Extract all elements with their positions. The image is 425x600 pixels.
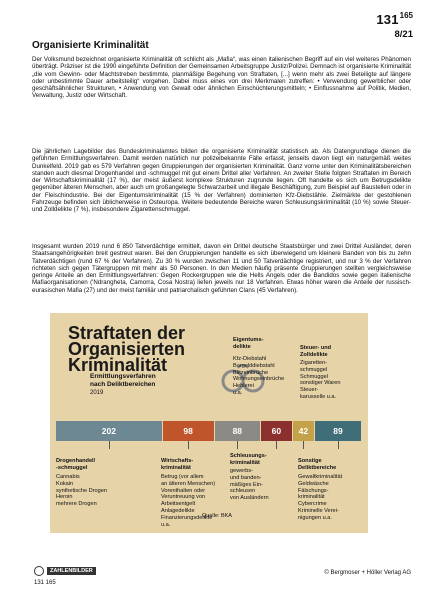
sheet-number: 131 — [376, 12, 399, 27]
column-items-eigentum: Kfz-Diebstahl Bargelddiebstahl Blitzeinbrüche Wohnungseinbrüche Hehlerei u.a. — [233, 356, 285, 396]
graphic-title: Straftaten der Organisierten Kriminalität — [68, 323, 186, 375]
column-head-drogen: Drogenhandel/ -schmuggel — [56, 458, 96, 471]
bar-segment: 89 — [315, 421, 361, 441]
paragraph-definition: Der Volksmund bezeichnet organisierte Kriminalität oft schlicht als „Mafia“, was einen italienischen Begriff auf ein viel weiteres Phänomen überträgt. Präziser ist die 1990 eingeführte Definition der Gemeinsamen Arbeitsgruppe Justiz/Polizei. Demnach ist organisierte Kriminalität „die vom Gewinn- oder Machtstreben bestimmte, planmäßige Begehung von Straftaten, [...] wenn mehr als zwei Beteiligte auf längere oder unbestimmte Dauer arbeitsteilig“ vorgehen. Dabei muss eines von drei Merkmalen zutreffen: • Verwendung gewerblicher oder geschäftsähnlicher Strukturen, • Anwendung von Gewalt oder ähnlichen Einschüchterungsmitteln; • Einflussnahme auf Politik, Medien, Verwaltung, Justiz oder Wirtschaft. — [32, 56, 411, 100]
paragraph-statistics: Die jährlichen Lagebilder des Bundeskriminalamtes bilden die organisierte Kriminalität statistisch ab. Als Datengrundlage dienen die geführten Ermittlungsverfahren. Damit werden natürlich nur polizeibekannte Fälle erfasst, jenseits davon liegt ein naturgemäß weites Dunkelfeld. 2019 gab es 579 Verfahren gegen Gruppierungen der organisierten Kriminalität. Ganz vorne unter den Kriminalitätsbereichen standen auch diesmal Drogenhandel und -schmuggel mit gut einem Drittel aller Verfahren. An zweiter Stelle folgten Straftaten im Bereich der Wirtschaftskriminalität (17 %), der meist äußerst komplexe Strukturen zugrunde liegen. Oft handelte es sich um Betrugsdelikte gegenüber älteren Menschen, aber auch um großangelegte Schwarzarbeit und illegale Beschäftigung, zum Beispiel auf Baustellen oder in der Fleischindustrie. Bei der Eigentumskriminalität (15 % der Verfahren) dominierten Kfz-Diebstähle. Zielmärkte der gestohlenen Fahrzeuge befinden sich üblicherweise in Osteuropa. Weitere bedeutende Bereiche waren Schleusungskriminalität (10 %) sowie Steuer- und Zolldelikte (7 %), insbesondere Zigarettenschmuggel. — [32, 148, 411, 214]
column-items-drogen: Cannabis Kokain synthetische Drogen Heroin mehrere Drogen — [56, 474, 107, 508]
publisher-logo-icon — [34, 566, 44, 576]
publisher-brand — [34, 566, 96, 576]
column-items-wirtschaft: Betrug (vor allem an älteren Menschen) Vorenthalten oder Veruntreuung von Arbeitsentgelt Anlagedelikte Finanzierungsdelikte u.a. — [161, 474, 216, 528]
column-items-schleusung: gewerbs- und banden- mäßiges Ein- schleusen von Ausländern — [230, 468, 269, 502]
column-head-sonstige: Sonstige Deliktbereiche — [298, 458, 337, 471]
brand-label: ZAHLENBILDER — [47, 567, 96, 575]
bar-segment: 60 — [261, 421, 292, 441]
graphic-year: 2019 — [90, 390, 104, 396]
crime-infographic — [50, 313, 368, 533]
column-items-sonstige: Gewaltkriminalität Geldwäsche Fälschungs- kriminalität Cybercrime Kriminelle Verei- nigungen u.a. — [298, 474, 343, 521]
graphic-subtitle: Ermittlungsverfahren nach Deliktbereichen — [90, 373, 156, 388]
bar-segment: 88 — [215, 421, 261, 441]
column-items-steuer: Zigaretten- schmuggel Schmuggel sonstiger Waren Steuer- karusselle u.a. — [300, 360, 341, 400]
sheet-date: 8/21 — [394, 29, 413, 40]
column-head-steuer: Steuer- und Zolldelikte — [300, 345, 332, 358]
sheet-subnumber: 165 — [399, 11, 413, 20]
bar-segment: 42 — [293, 421, 314, 441]
sheet-code — [376, 12, 413, 40]
graphic-source: Quelle: BKA — [202, 513, 232, 519]
bar-segment: 202 — [56, 421, 162, 441]
copyright: © Bergmoser + Höller Verlag AG — [324, 570, 411, 576]
column-head-eigentum: Eigentums- delikte — [233, 337, 264, 350]
page-title: Organisierte Kriminalität — [32, 40, 149, 51]
paragraph-suspects: Insgesamt wurden 2019 rund 6 850 Tatverdächtige ermittelt, davon ein Drittel deutsche Staatsbürger und zwei Drittel Ausländer, deren Staatsangehörigkeiten breit gestreut waren. Bei den Gruppierungen handelte es sich überwiegend um kleinere Banden von bis zu zehn Tatverdächtigen (rund 67 % der Verfahren). Zu 30 % wurden zwischen 11 und 50 Tatverdächtige registriert, und nur 3 % der Verfahren richteten sich gegen Tätergruppen mit mehr als 50 Personen. In den Medien häufig präsente Gruppierungen stellten vergleichsweise geringe Anteile an den Ermittlungsverfahren: Gegen Rockergruppen wie die Hells Angels oder die Bandidos sowie gegen italienische Mafiaorganisationen ('Ndrangheta, Camorra, Cosa Nostra) liefen jeweils nur 18 Verfahren. Etwas höher waren die Anteile der russisch-eurasischen Mafia (27) und der meist familiär und patriarchalisch geführten Clans (45 Verfahren). — [32, 243, 411, 294]
column-head-wirtschaft: Wirtschafts- kriminalität — [161, 458, 194, 471]
bar-segment: 98 — [163, 421, 214, 441]
column-head-schleusung: Schleusungs- kriminalität — [230, 453, 267, 466]
footer-code: 131 165 — [34, 580, 56, 586]
